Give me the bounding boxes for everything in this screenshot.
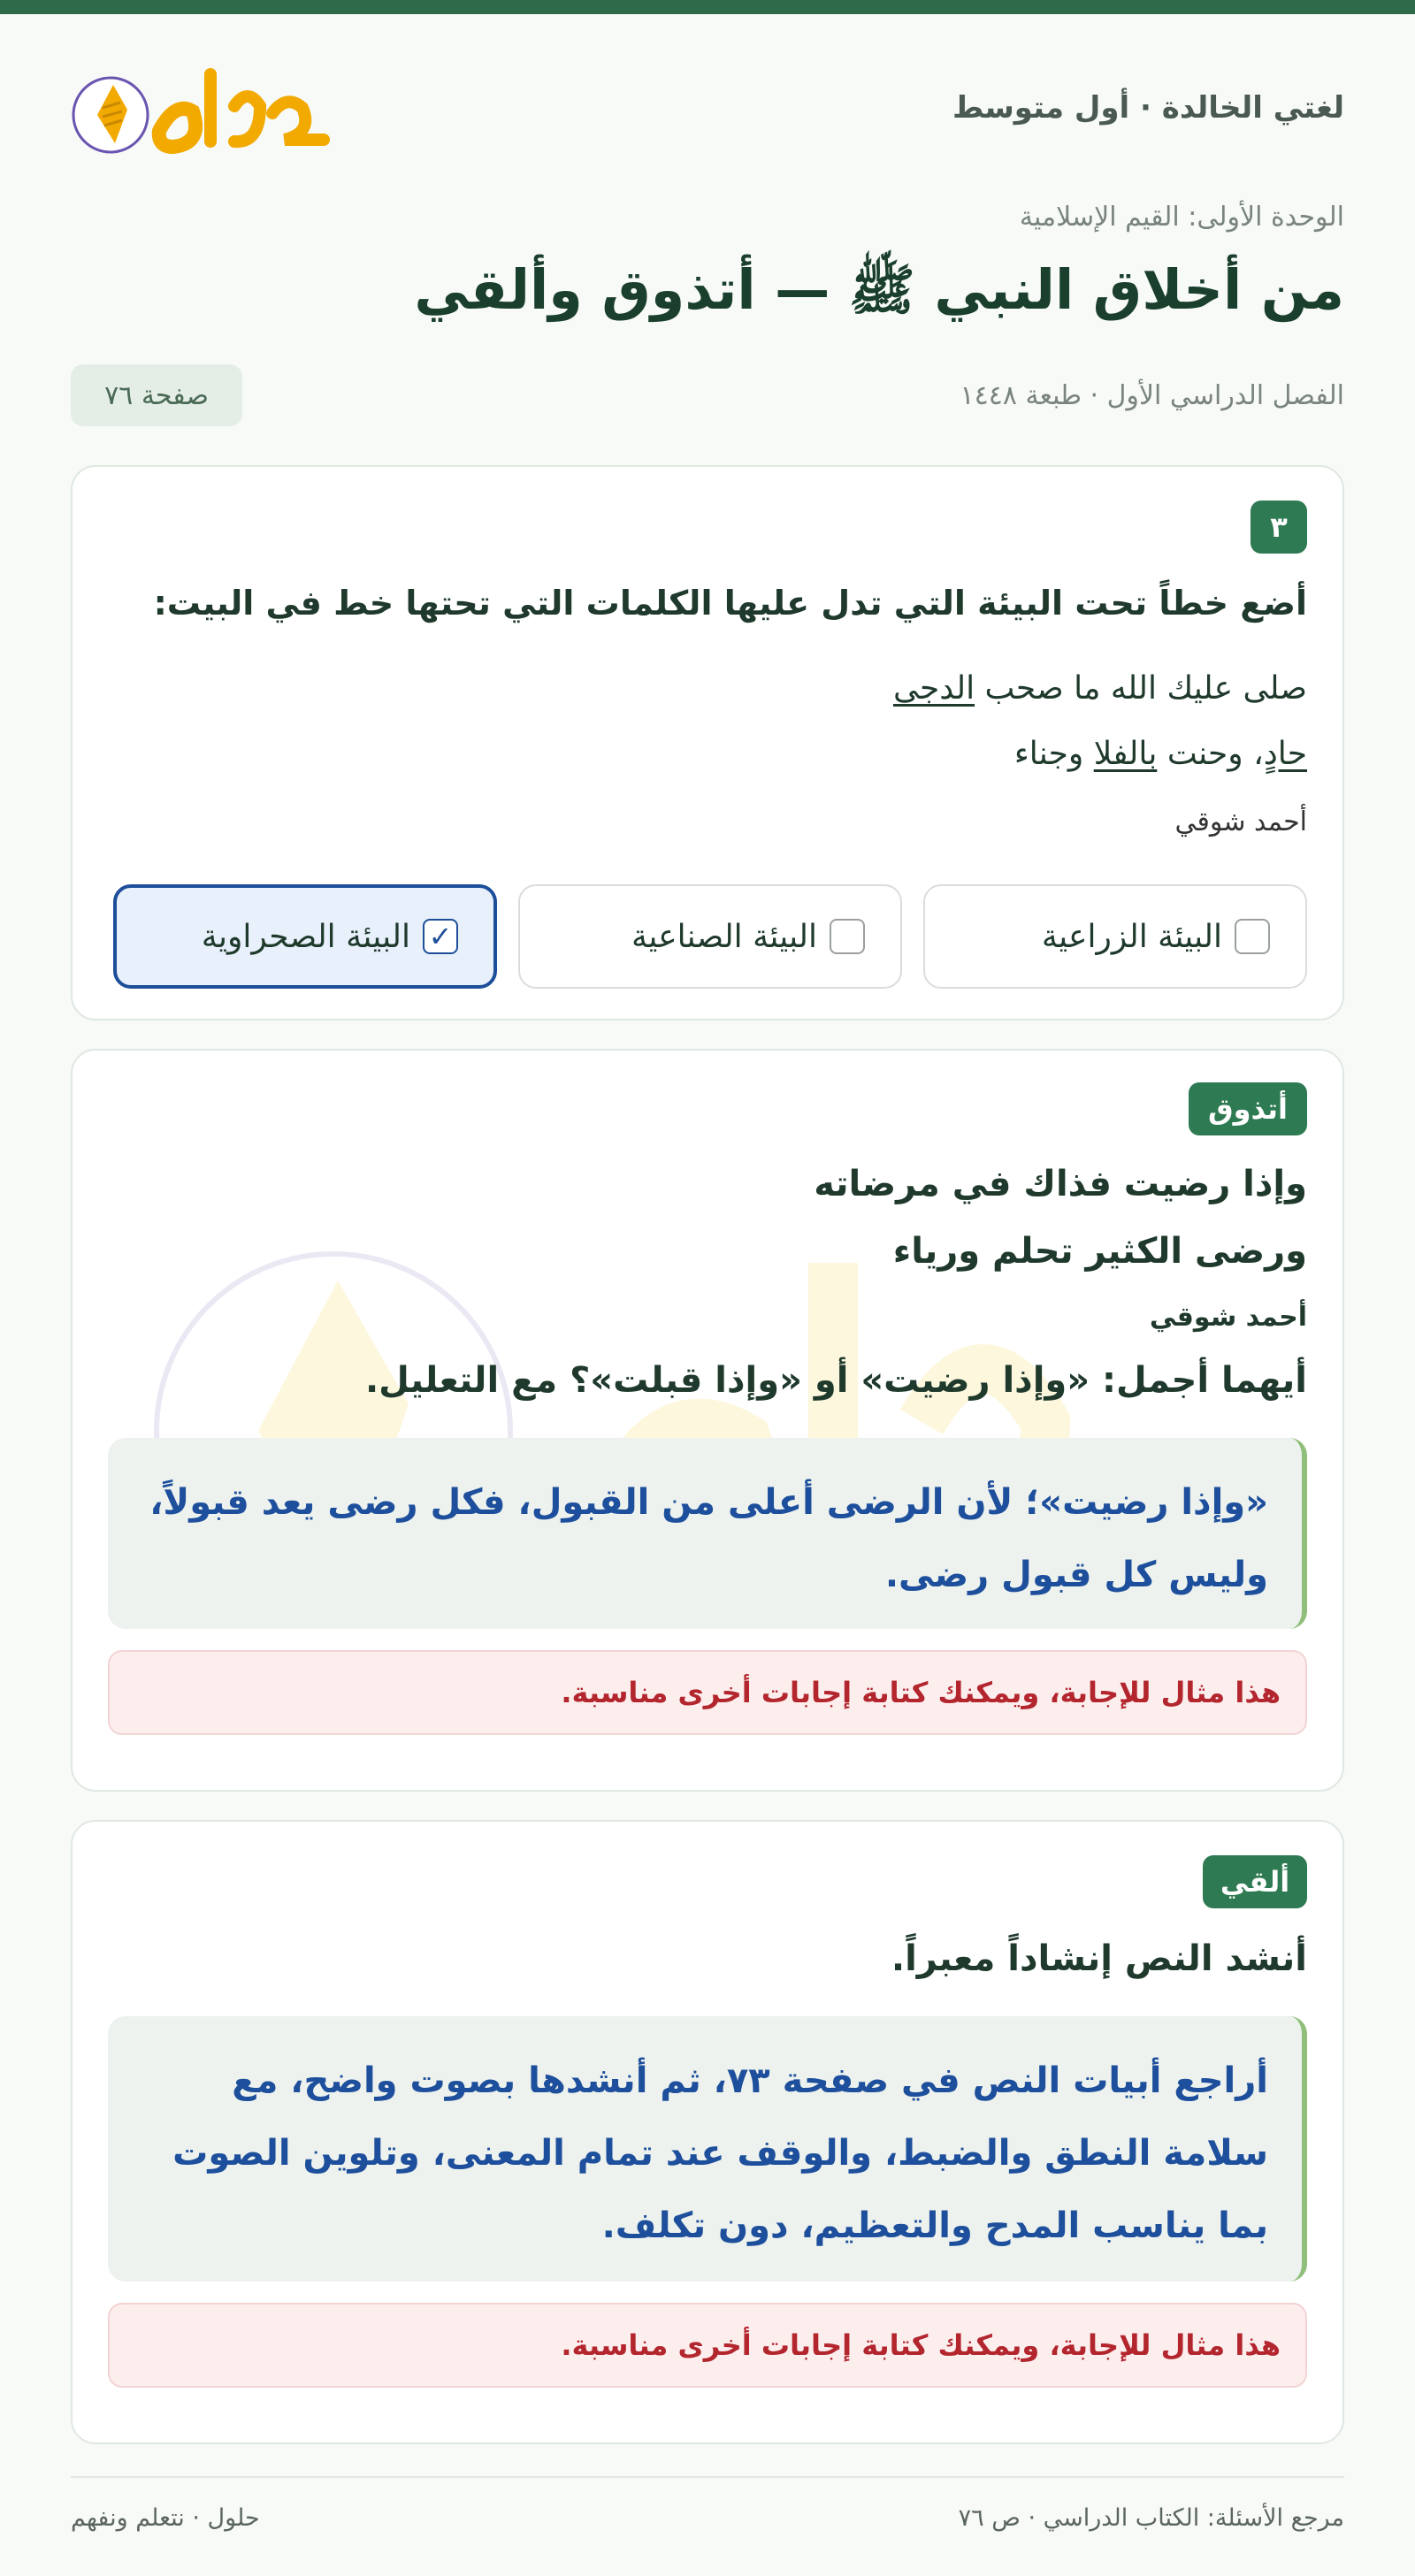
recite-card — [71, 1820, 1344, 2444]
question-card-3 — [71, 465, 1344, 1020]
poet-name: أحمد شوقي — [1174, 806, 1307, 837]
option-label: البيئة الصحراوية — [201, 918, 410, 955]
top-accent-bar — [0, 0, 1415, 14]
taste-badge: أتذوق — [1189, 1082, 1307, 1135]
unit-label: الوحدة الأولى: القيم الإسلامية — [1019, 202, 1344, 233]
option-label: البيئة الصناعية — [631, 918, 817, 955]
checkbox[interactable] — [830, 919, 865, 954]
verse-line-2: ورضى الكثير تحلم ورياء — [892, 1231, 1307, 1272]
recite-badge: ألقي — [1203, 1855, 1307, 1908]
term-label: الفصل الدراسي الأول · طبعة ١٤٤٨ — [960, 380, 1344, 411]
footer-divider — [71, 2476, 1344, 2478]
option-desert[interactable] — [113, 884, 497, 989]
footer-brand: حلول · نتعلم ونفهم — [71, 2504, 260, 2532]
question-text: أنشد النص إنشاداً معبراً. — [891, 1938, 1307, 1979]
subject-title: لغتي الخالدة · أول متوسط — [952, 90, 1344, 126]
answer-line: بما يناسب المدح والتعظيم، دون تكلف. — [601, 2205, 1268, 2246]
page-header — [71, 53, 1344, 168]
taste-card — [71, 1049, 1344, 1792]
page-title: من أخلاق النبي ﷺ — أتذوق وألقي — [414, 257, 1344, 322]
option-label: البيئة الزراعية — [1041, 918, 1222, 955]
answer-line: سلامة النطق والضبط، والوقف عند تمام المعنى، وتلوين الصوت — [172, 2133, 1268, 2174]
question-text: أضع خطاً تحت البيئة التي تدل عليها الكلمات التي تحتها خط في البيت: — [153, 584, 1307, 623]
checkbox-checked[interactable]: ✓ — [423, 919, 458, 954]
verse-line-1: صلى عليك الله ما صحب الدجى — [892, 670, 1307, 707]
poet-name: أحمد شوقي — [1149, 1302, 1307, 1333]
answer-line: وليس كل قبول رضى. — [884, 1555, 1268, 1595]
option-agricultural[interactable] — [923, 884, 1307, 989]
answer-note: هذا مثال للإجابة، ويمكنك كتابة إجابات أخرى مناسبة. — [108, 1650, 1307, 1735]
answer-box — [108, 1438, 1307, 1629]
hulul-logo[interactable] — [71, 62, 336, 168]
answer-box — [108, 2016, 1307, 2282]
checkbox[interactable] — [1235, 919, 1270, 954]
answer-line: أراجع أبيات النص في صفحة ٧٣، ثم أنشدها بصوت واضح، مع — [232, 2060, 1268, 2101]
page-number-chip: صفحة ٧٦ — [71, 364, 242, 426]
footer-reference: مرجع الأسئلة: الكتاب الدراسي · ص ٧٦ — [958, 2504, 1344, 2532]
option-industrial[interactable] — [518, 884, 902, 989]
question-number-badge: ٣ — [1251, 501, 1307, 554]
answer-line: «وإذا رضيت»؛ لأن الرضى أعلى من القبول، فكل رضى يعد قبولاً، — [149, 1482, 1268, 1523]
question-text: أيهما أجمل: «وإذا رضيت» أو «وإذا قبلت»؟ مع التعليل. — [364, 1360, 1307, 1401]
verse-line-2: حادٍ، وحنت بالفلا وجناء — [1013, 736, 1307, 772]
verse-line-1: وإذا رضيت فذاك في مرضاته — [814, 1164, 1307, 1204]
answer-note: هذا مثال للإجابة، ويمكنك كتابة إجابات أخرى مناسبة. — [108, 2303, 1307, 2388]
